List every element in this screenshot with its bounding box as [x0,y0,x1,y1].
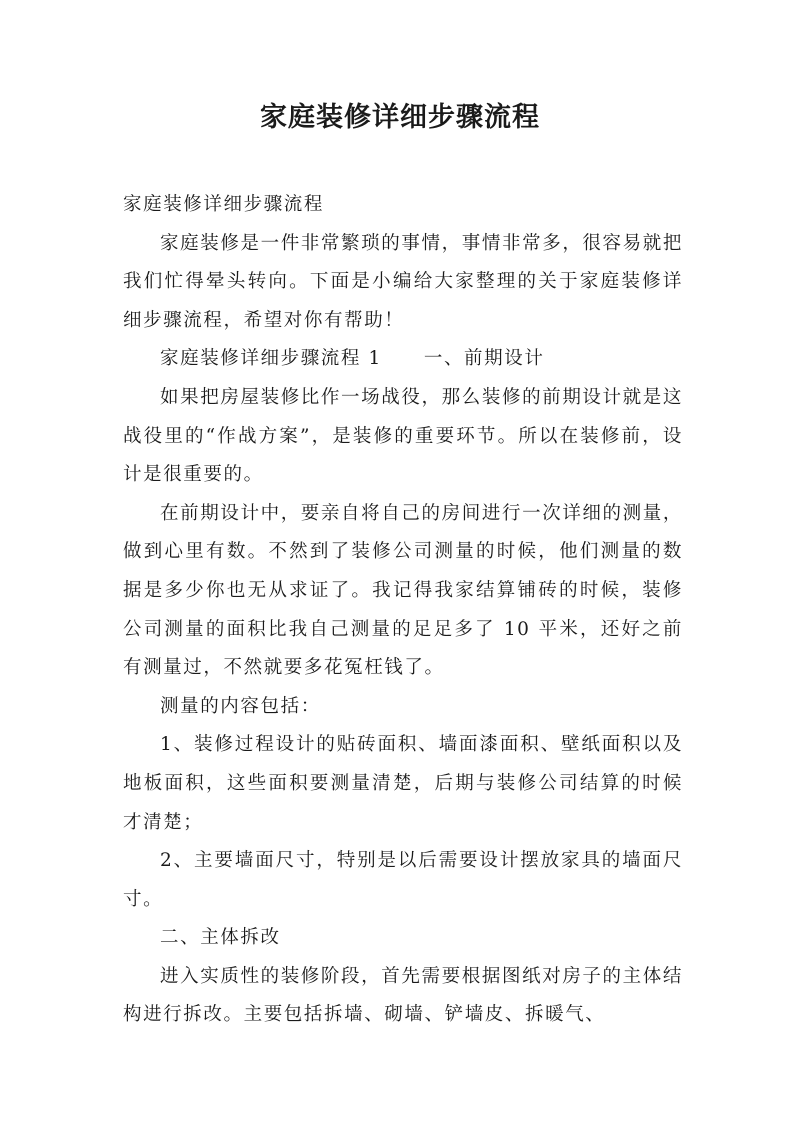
list-item-2: 2、主要墙面尺寸，特别是以后需要设计摆放家具的墙面尺寸。 [123,850,683,910]
subtitle-line: 家庭装修详细步骤流程 [123,194,325,215]
document-body [123,186,683,1035]
section2-heading: 二、主体拆改 [160,927,281,949]
section-heading-line [123,340,683,379]
section1-heading: 家庭装修详细步骤流程 1 [160,348,382,370]
measure-intro: 测量的内容包括： [160,695,321,717]
document-title: 家庭装修详细步骤流程 [260,102,540,133]
design-paragraph: 如果把房屋装修比作一场战役，那么装修的前期设计就是这战役里的“作战方案”，是装修的重要环节。所以在装修前，设计是很重要的。 [123,386,683,486]
section1-subheading: 一、前期设计 [423,348,545,370]
list-item-1: 1、装修过程设计的贴砖面积、墙面漆面积、壁纸面积以及地板面积，这些面积要测量清楚，后期与装修公司结算的时候才清楚； [123,734,683,833]
measure-paragraph: 在前期设计中，要亲自将自己的房间进行一次详细的测量，做到心里有数。不然到了装修公司测量的时候，他们测量的数据是多少你也无从求证了。我记得我家结算铺砖的时候，装修公司测量的面积比我自己测量的足足多了 10 平米，还好之前有测量过，不然就要多花冤枉钱了。 [123,502,683,679]
intro-paragraph: 家庭装修是一件非常繁琐的事情，事情非常多，很容易就把我们忙得晕头转向。下面是小编给大家整理的关于家庭装修详细步骤流程，希望对你有帮助！ [123,232,683,331]
demolition-paragraph: 进入实质性的装修阶段，首先需要根据图纸对房子的主体结构进行拆改。主要包括拆墙、砌墙、铲墙皮、拆暖气、 [123,965,683,1026]
